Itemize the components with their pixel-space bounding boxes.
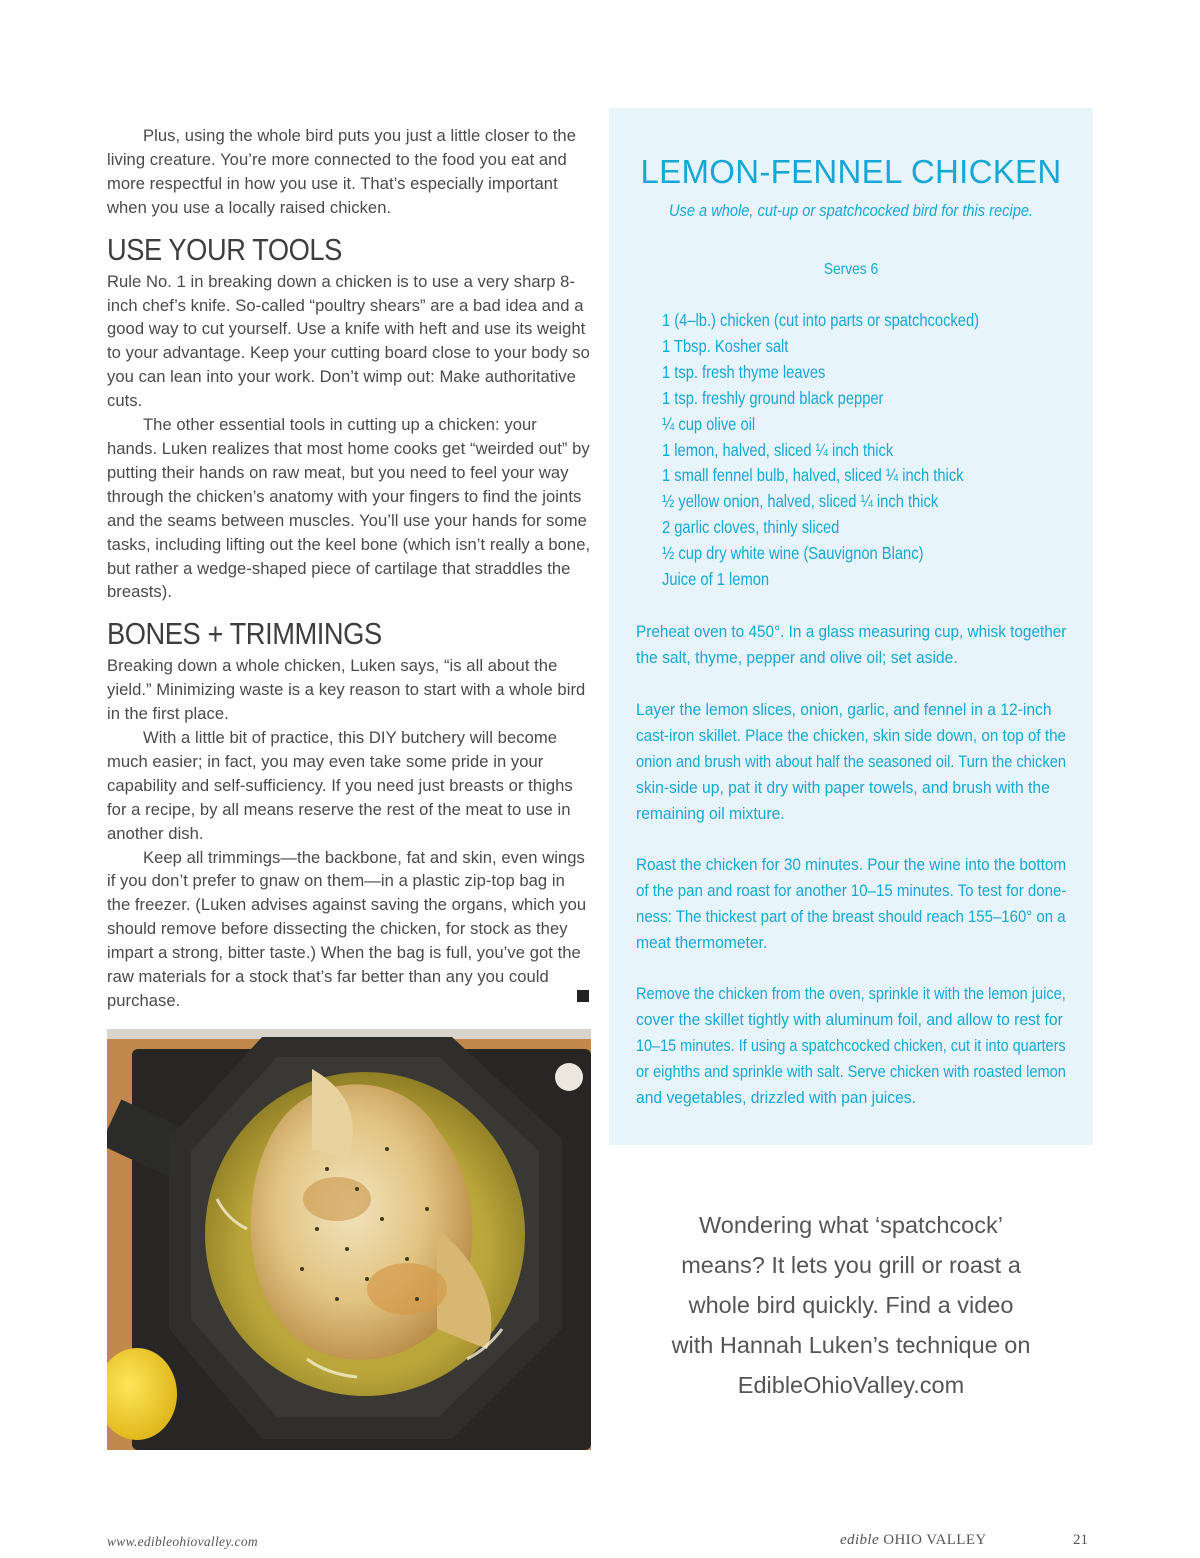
ingredient-item: 1 tsp. freshly ground black pepper <box>662 387 884 408</box>
callout-link-text: EdibleOhioValley.com <box>737 1372 965 1398</box>
bones-paragraph-2: With a little bit of practice, this DIY butchery will become much easier; in fact, you may even take some pride in your capability and self-sufficiency. If you need just breasts or thighs for a recipe, by all means reserve the rest of the meat to use in another dish. <box>107 728 573 843</box>
callout-line: whole bird quickly. Find a video <box>688 1292 1014 1318</box>
ingredient-item: 2 garlic cloves, thinly sliced <box>662 517 840 538</box>
ingredient-item: ½ yellow onion, halved, sliced ¼ inch thick <box>662 491 939 512</box>
photo-lemon-fennel-chicken <box>107 1029 591 1450</box>
bones-paragraph-3: Keep all trimmings—the backbone, fat and skin, even wings if you don’t prefer to gnaw on them—in a plastic zip-top bag in the freezer. (Luken advises against saving the organs, which you should remove before dissecting the chicken, for stock as they impart a strong, bitter taste.) When the bag is full, you’ve got the raw materials for a stock that’s far better than any you could purchase. <box>107 847 587 1010</box>
recipe-serves: Serves 6 <box>823 261 879 278</box>
recipe-title: LEMON-FENNEL CHICKEN <box>640 153 1062 190</box>
intro-paragraph: Plus, using the whole bird puts you just a little closer to the living creature. You’re more connected to the food you eat and more respectful in how you use it. That’s especially important when you use a locally raised chicken. <box>107 126 576 217</box>
ingredient-item: ½ cup dry white wine (Sauvignon Blanc) <box>662 543 924 564</box>
section-heading-bones: BONES + TRIMMINGS <box>107 616 382 652</box>
ingredient-list <box>662 308 1039 593</box>
page-number: 21 <box>1073 1532 1088 1548</box>
ingredient-item: ¼ cup olive oil <box>662 413 756 434</box>
callout-line: Wondering what ‘spatchcock’ <box>699 1212 1003 1238</box>
ingredient-item: 1 tsp. fresh thyme leaves <box>662 361 826 382</box>
tools-paragraph-2: The other essential tools in cutting up a chicken: your hands. Luken realizes that most home cooks get “weirded out” by putting their hands on raw meat, but you need to feel your way through the chicken’s anatomy with your fingers to find the joints and the seams between muscles. You’ll use your hands for some tasks, including lifting out the keel bone (which isn’t really a bone, but rather a wedge-shaped piece of cartilage that straddles the breasts). <box>107 415 591 602</box>
tools-paragraph-1: Rule No. 1 in breaking down a chicken is to use a very sharp 8-inch chef’s knife. So-called “poultry shears” are a bad idea and a good way to cut yourself. Use a knife with heft and use its weight to your advantage. Keep your cutting board close to your body so you can lean into your work. Don’t wimp out: Make authoritative cuts. <box>107 271 590 411</box>
recipe-subtitle: Use a whole, cut-up or spatchcocked bird for this recipe. <box>668 201 1034 220</box>
ingredient-item: 1 Tbsp. Kosher salt <box>662 335 789 356</box>
article-column <box>107 124 591 1013</box>
ingredient-item: Juice of 1 lemon <box>662 569 770 590</box>
spatchcock-callout <box>609 1205 1093 1405</box>
ingredient-item: 1 (4–lb.) chicken (cut into parts or spatchcocked) <box>662 310 980 330</box>
footer-brand <box>840 1532 987 1549</box>
ingredient-item: 1 small fennel bulb, halved, sliced ¼ inch thick <box>662 465 964 486</box>
bones-paragraph-1: Breaking down a whole chicken, Luken says, “is all about the yield.” Minimizing waste is a key reason to start with a whole bird in the first place. <box>107 656 586 724</box>
footer-url: www.edibleohiovalley.com <box>107 1534 258 1549</box>
callout-line: with Hannah Luken’s technique on <box>671 1332 1031 1358</box>
section-heading-tools: USE YOUR TOOLS <box>107 231 342 267</box>
footer-brand-name: OHIO VALLEY <box>883 1532 987 1548</box>
ingredient-item: 1 lemon, halved, sliced ¼ inch thick <box>662 439 894 460</box>
end-square-icon <box>577 990 589 1002</box>
callout-line: means? It lets you grill or roast a <box>681 1252 1021 1278</box>
footer-brand-edible: edible <box>840 1532 880 1548</box>
